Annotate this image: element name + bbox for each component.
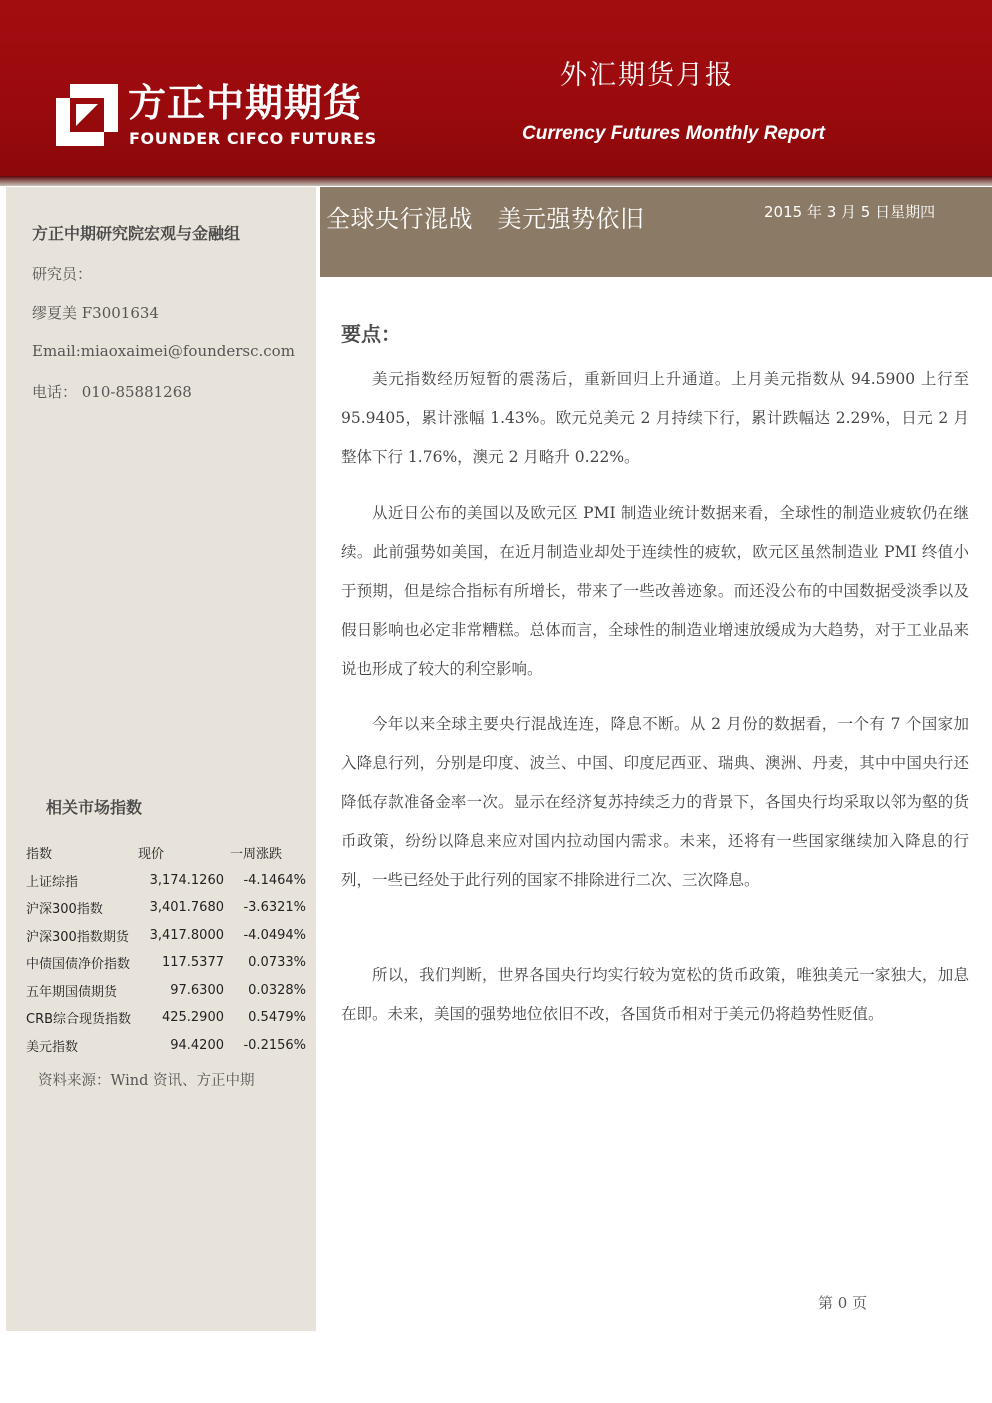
table-row — [26, 922, 306, 950]
research-org: 方正中期研究院宏观与金融组 — [32, 224, 241, 243]
index-change: -4.0494% — [243, 927, 306, 943]
paragraph-1: 美元指数经历短暂的震荡后，重新回归上升通道。上月美元指数从 94.5900 上行至 95.9405，累计涨幅 1.43%。欧元兑美元 2 月持续下行，累计跌幅达 2.29%，日元 2 月整体下行 1.76%，澳元 2 月略升 0.22%。 — [341, 370, 969, 466]
page-number: 第 0 页 — [818, 1294, 868, 1312]
index-price: 94.4200 — [170, 1037, 224, 1053]
researcher-label: 研究员： — [32, 265, 93, 283]
researcher-phone: 电话： 010-85881268 — [32, 383, 192, 401]
market-index-title: 相关市场指数 — [46, 798, 143, 817]
index-price: 425.2900 — [161, 1010, 224, 1026]
index-price: 3,417.8000 — [149, 927, 224, 943]
report-title-bar — [320, 187, 992, 277]
index-name: CRB综合现货指数 — [26, 1012, 132, 1028]
data-source: 资料来源：Wind 资讯、方正中期 — [38, 1073, 255, 1089]
index-change: 0.0328% — [248, 982, 306, 998]
column-header-price: 现价 — [138, 847, 165, 863]
market-index-table — [26, 839, 306, 1059]
index-name: 沪深300指数 — [26, 902, 103, 918]
report-date: 2015 年 3 月 5 日星期四 — [764, 203, 936, 221]
report-type-en: Currency Futures Monthly Report — [522, 123, 825, 144]
researcher-name: 缪夏美 F3001634 — [32, 304, 159, 322]
sidebar — [6, 187, 316, 1331]
paragraph-4: 所以，我们判断，世界各国央行均实行较为宽松的货币政策，唯独美元一家独大，加息在即。未来，美国的强势地位依旧不改，各国货币相对于美元仍将趋势性贬值。 — [341, 966, 969, 1023]
index-name: 沪深300指数期货 — [26, 929, 129, 945]
paragraph-2: 从近日公布的美国以及欧元区 PMI 制造业统计数据来看，全球性的制造业疲软仍在继续。此前强势如美国，在近月制造业却处于连续性的疲软，欧元区虽然制造业 PMI 终值小于预期，但是综合指标有所增长，带来了一些改善迹象。而还没公布的中国数据受淡季以及假日影响也必定非常糟糕。总体而言，全球性的制造业增速放缓成为大趋势，对于工业品来说也形成了较大的利空影响。 — [341, 504, 969, 678]
table-row — [26, 977, 306, 1005]
column-header-change: 一周涨跌 — [230, 847, 283, 863]
index-name: 五年期国债期货 — [26, 984, 118, 1000]
index-change: 0.0733% — [248, 955, 306, 971]
index-name: 美元指数 — [26, 1039, 79, 1055]
report-header — [0, 0, 992, 176]
brand-name-cn: 方正中期期货 — [128, 81, 363, 125]
table-row — [26, 949, 306, 977]
index-change: -3.6321% — [243, 900, 306, 916]
table-row — [26, 894, 306, 922]
index-price: 97.6300 — [170, 982, 224, 998]
index-change: 0.5479% — [248, 1010, 306, 1026]
paragraph-3: 今年以来全球主要央行混战连连，降息不断。从 2 月份的数据看，一个有 7 个国家加入降息行列，分别是印度、波兰、中国、印度尼西亚、瑞典、澳洲、丹麦，其中中国央行还降低存款准备金率一次。显示在经济复苏持续乏力的背景下，各国央行均采取以邻为壑的货币政策，纷纷以降息来应对国内拉动国内需求。未来，还将有一些国家继续加入降息的行列，一些已经处于此行列的国家不排除进行二次、三次降息。 — [341, 715, 969, 889]
index-change: -0.2156% — [243, 1037, 306, 1053]
table-row — [26, 1032, 306, 1060]
report-type-cn: 外汇期货月报 — [560, 60, 734, 91]
index-name: 中债国债净价指数 — [26, 957, 131, 973]
index-price: 3,401.7680 — [149, 900, 224, 916]
index-change: -4.1464% — [243, 872, 306, 888]
key-points-heading: 要点： — [341, 322, 401, 346]
table-header-row — [26, 839, 306, 867]
header-divider — [0, 176, 992, 186]
index-price: 3,174.1260 — [149, 872, 224, 888]
researcher-email: Email:miaoxaimei@foundersc.com — [32, 342, 295, 360]
table-row — [26, 867, 306, 895]
index-name: 上证综指 — [26, 874, 79, 890]
index-price: 117.5377 — [161, 955, 224, 971]
founder-logo-icon — [56, 84, 118, 146]
brand-name-en: FOUNDER CIFCO FUTURES — [129, 129, 377, 148]
report-title: 全球央行混战 美元强势依旧 — [326, 205, 645, 233]
column-header-index: 指数 — [26, 847, 53, 863]
table-row — [26, 1004, 306, 1032]
